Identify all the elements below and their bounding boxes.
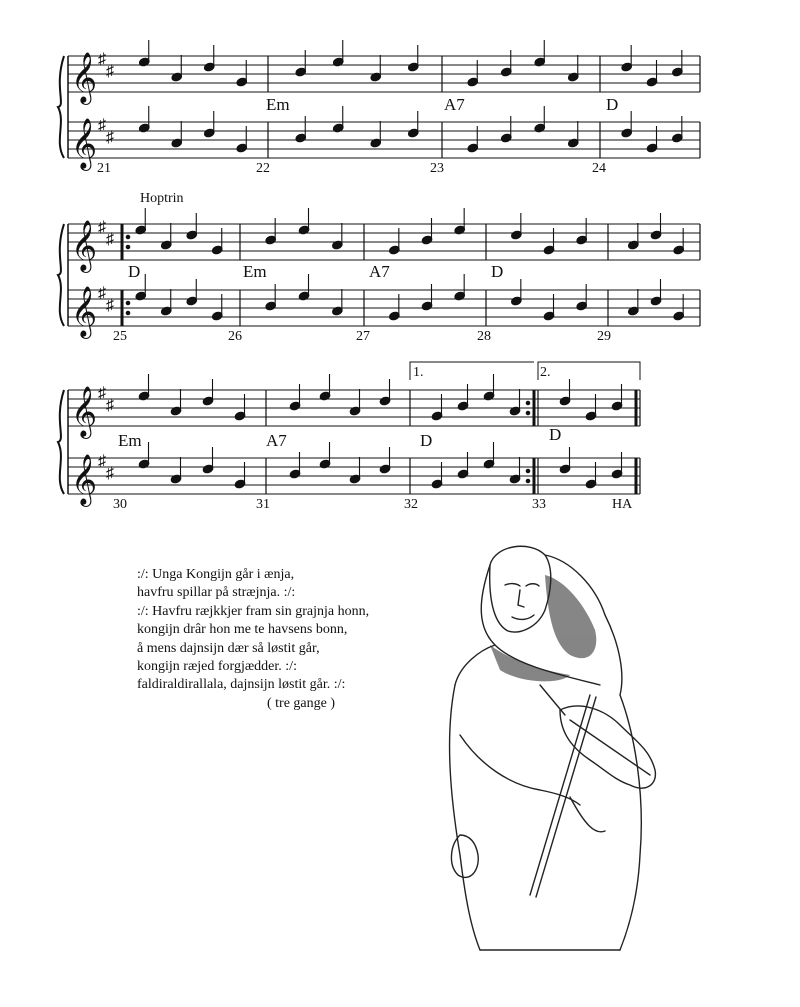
sharp-icon: ♯ <box>106 397 114 414</box>
chord-symbol: Em <box>243 262 267 281</box>
sharp-icon: ♯ <box>106 129 114 146</box>
fiddler-drawing-icon <box>420 535 740 955</box>
ending-1-bracket <box>410 362 534 380</box>
brace-icon <box>58 56 64 158</box>
lyric-line: å mens dajnsijn dær så løstit går, <box>137 640 320 656</box>
repeat-dot <box>126 311 130 315</box>
sharp-icon: ♯ <box>106 465 114 482</box>
brace-icon <box>58 224 64 326</box>
sharp-icon: ♯ <box>106 63 114 80</box>
chord-symbol: D <box>128 262 141 281</box>
measure-number: 23 <box>430 161 444 176</box>
lyric-line: :/: Havfru ræjkkjer fram sin grajnja honn, <box>137 603 370 619</box>
treble-clef-icon: 𝄞 <box>71 221 98 270</box>
treble-clef-icon: 𝄞 <box>71 287 98 336</box>
lyric-line: havfru spillar på stræjnja. :/: <box>137 585 296 601</box>
measure-number: 27 <box>356 329 370 344</box>
lyric-line: kongijn ræjed forgjædder. :/: <box>137 659 297 675</box>
sharp-icon: ♯ <box>106 231 114 248</box>
sharp-icon: ♯ <box>98 285 106 302</box>
treble-clef-icon: 𝄞 <box>71 455 98 504</box>
treble-clef-icon: 𝄞 <box>71 387 98 436</box>
ending-2-label: 2. <box>540 365 551 380</box>
sharp-icon: ♯ <box>98 51 106 68</box>
repeat-dot <box>526 479 530 483</box>
lyric-line: faldiraldirallala, dajnsijn løstit går. :/: <box>137 677 346 693</box>
measure-number: 28 <box>477 329 491 344</box>
brace-icon <box>58 390 64 494</box>
chord-symbol: Em <box>266 95 290 114</box>
measure-number: 32 <box>404 497 418 512</box>
ending-1-label: 1. <box>413 365 424 380</box>
end-label: HA <box>612 497 633 512</box>
measure-number: 24 <box>592 161 606 176</box>
measure-number: 29 <box>597 329 611 344</box>
sharp-icon: ♯ <box>106 297 114 314</box>
lyric-line: kongijn drâr hon me te havsens bonn, <box>137 622 348 638</box>
repeat-dot <box>526 411 530 415</box>
repeat-note: ( tre gange ) <box>267 695 336 711</box>
repeat-dot <box>126 245 130 249</box>
chord-symbol: A7 <box>369 262 390 281</box>
lyric-line: :/: Unga Kongijn går i ænja, <box>137 567 295 582</box>
treble-clef-icon: 𝄞 <box>71 53 98 102</box>
repeat-dot <box>526 469 530 473</box>
chord-symbol: Em <box>118 431 142 450</box>
measure-number: 33 <box>532 497 546 512</box>
chord-symbol: D <box>606 95 619 114</box>
measure-number: 21 <box>97 161 111 176</box>
measure-number: 26 <box>228 329 242 344</box>
measure-number: 31 <box>256 497 270 512</box>
measure-number: 25 <box>113 329 127 344</box>
sharp-icon: ♯ <box>98 453 106 470</box>
measure-number: 30 <box>113 497 127 512</box>
chord-symbol: D <box>491 262 504 281</box>
sharp-icon: ♯ <box>98 385 106 402</box>
section-label: Hoptrin <box>140 191 184 206</box>
sharp-icon: ♯ <box>98 219 106 236</box>
repeat-dot <box>126 235 130 239</box>
measure-number: 22 <box>256 161 270 176</box>
chord-symbol: D <box>549 425 562 444</box>
repeat-dot <box>526 401 530 405</box>
repeat-dot <box>126 301 130 305</box>
chord-symbol: A7 <box>444 95 465 114</box>
chord-symbol: A7 <box>266 431 287 450</box>
treble-clef-icon: 𝄞 <box>71 119 98 168</box>
chord-symbol: D <box>420 431 433 450</box>
sharp-icon: ♯ <box>98 117 106 134</box>
ending-2-bracket <box>538 362 640 380</box>
song-lyrics <box>137 566 437 713</box>
